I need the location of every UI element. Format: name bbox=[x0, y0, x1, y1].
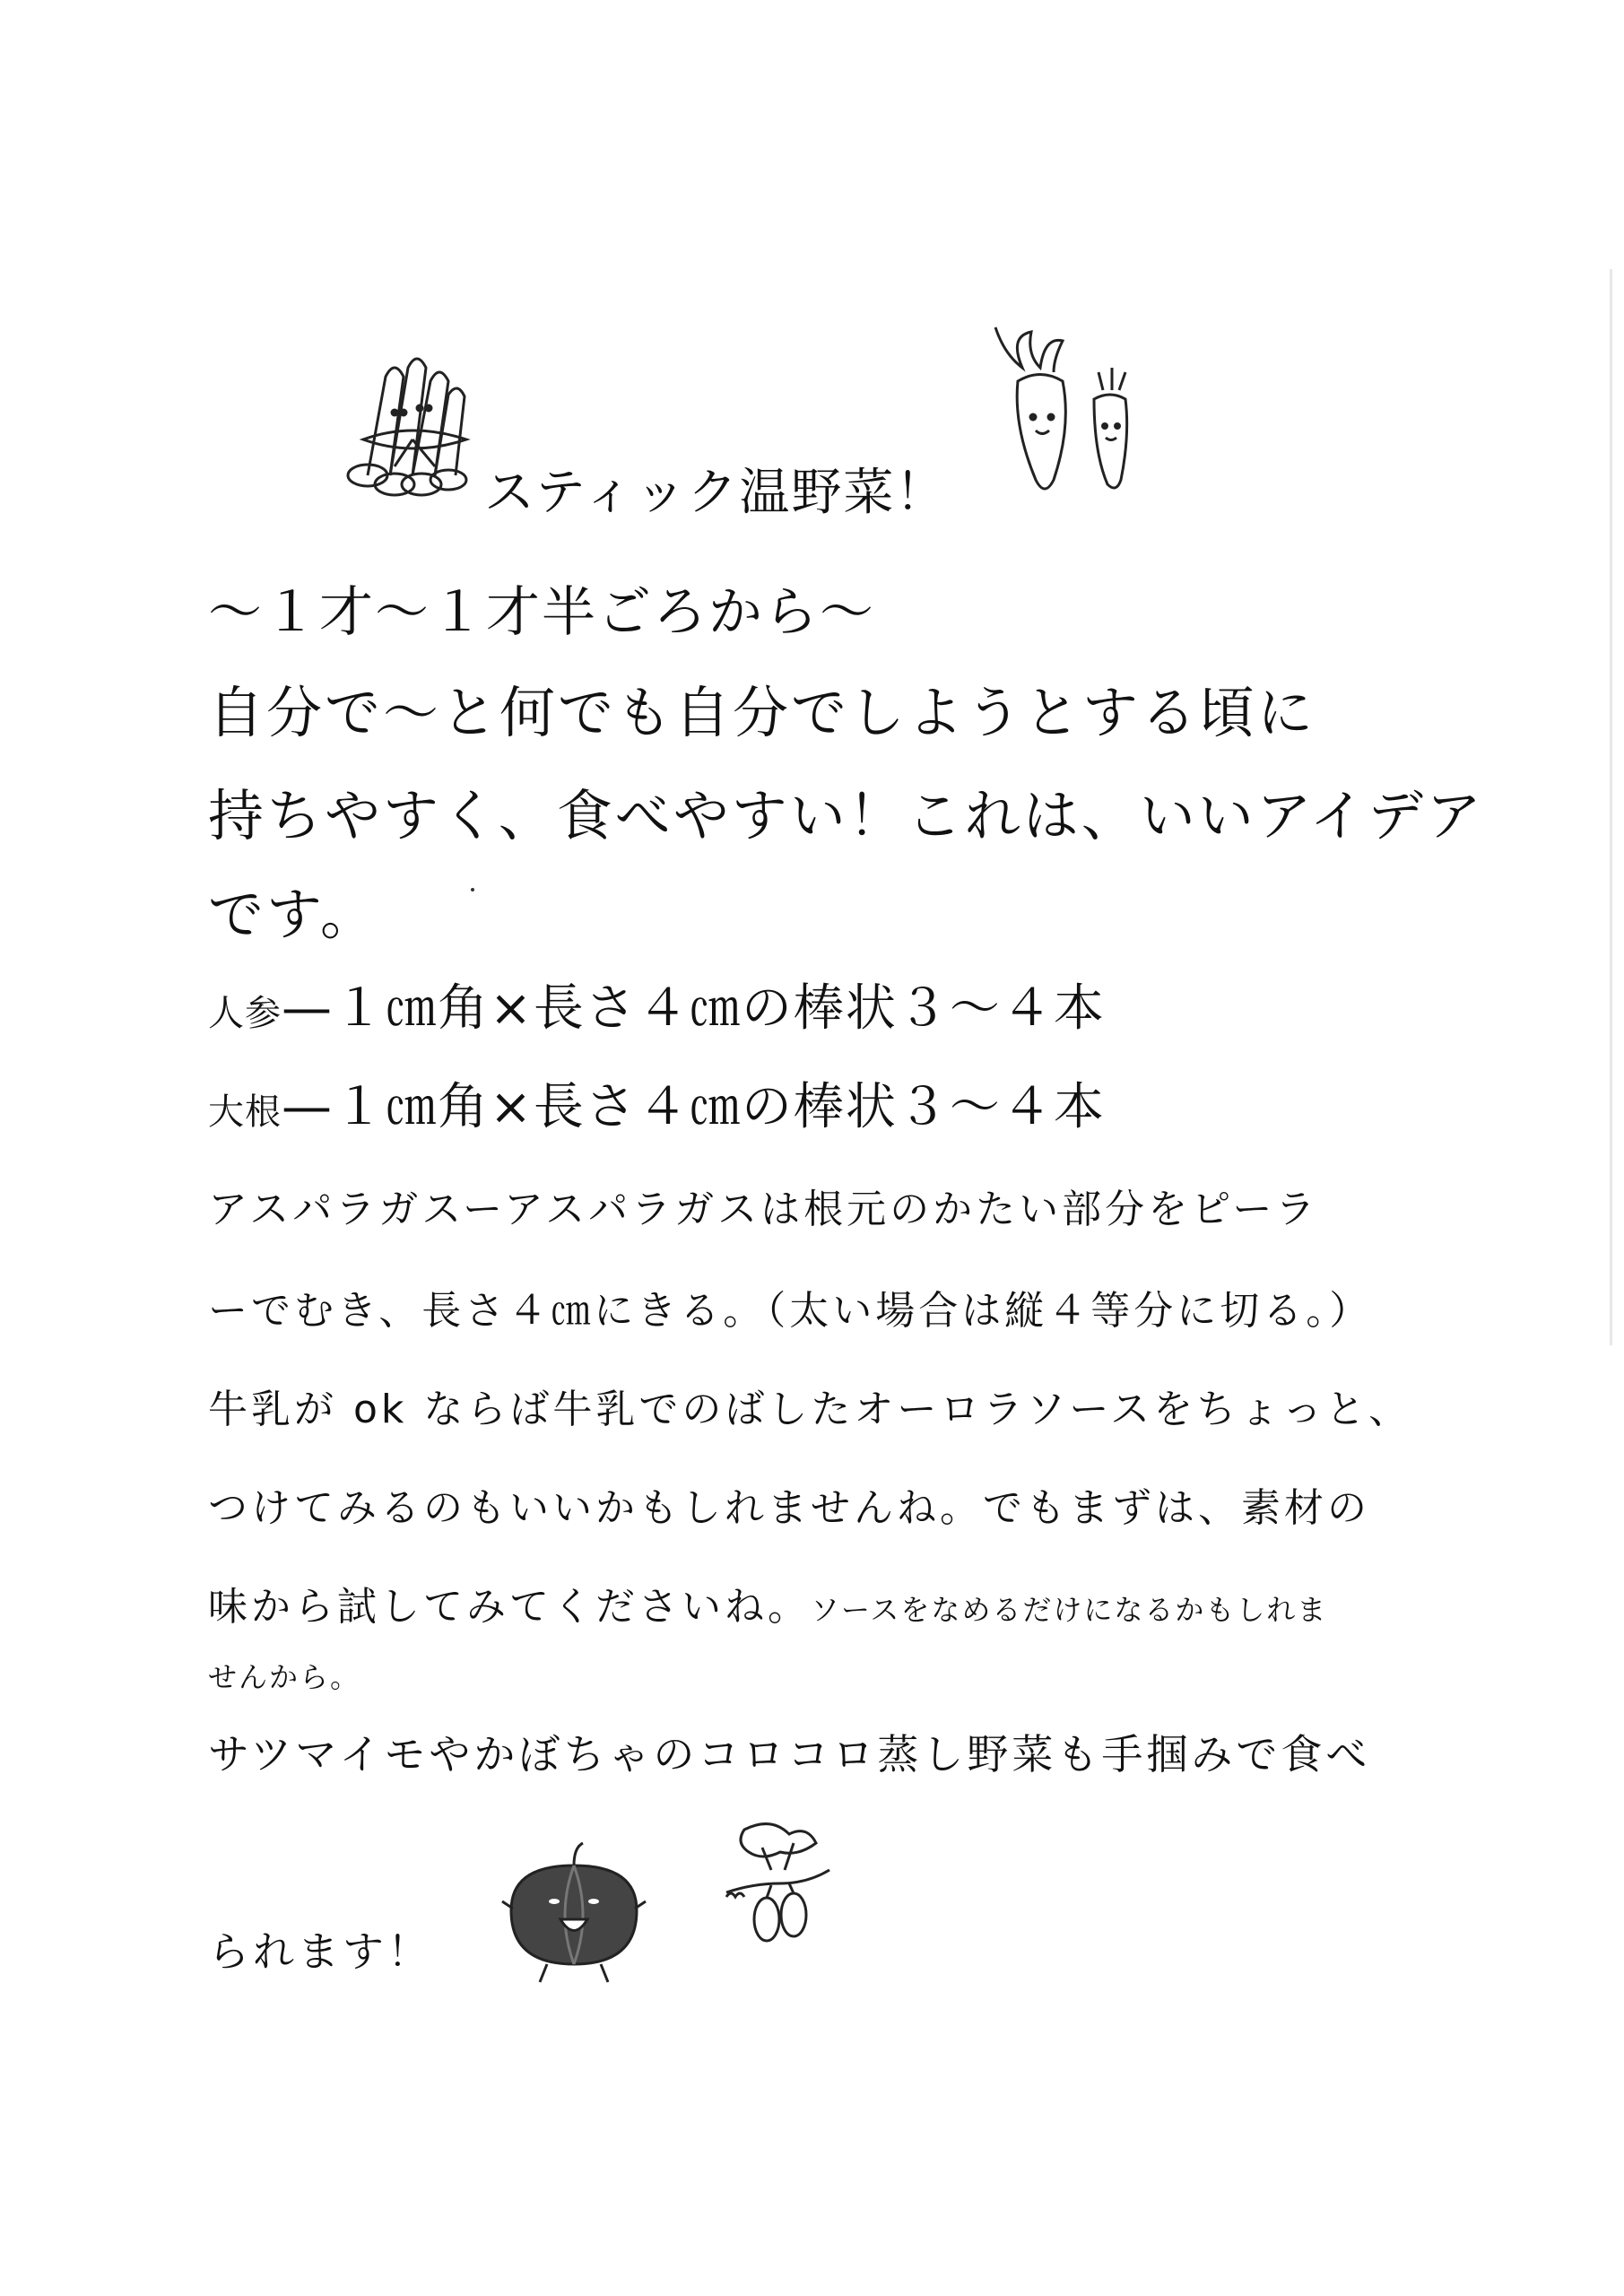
taste-main: 味から試してみてくださいね。 bbox=[208, 1584, 811, 1630]
sauce-line-2: つけてみるのもいいかもしれませんね。でもまずは、素材の bbox=[208, 1485, 1370, 1531]
carrot-label: 人参 bbox=[208, 993, 282, 1034]
pumpkin-illustration bbox=[484, 1830, 664, 1991]
daikon-carrot-illustration bbox=[968, 318, 1148, 516]
intro-line-1: 自分で～と何でも自分でしようとする頃に bbox=[208, 680, 1316, 745]
asparagus-line-1: アスパラガスーアスパラガスは根元のかたい部分をピーラ bbox=[208, 1187, 1319, 1232]
scan-edge-shadow bbox=[1610, 269, 1612, 1345]
taste-note-cont: せんから。 bbox=[208, 1660, 361, 1694]
asparagus-line-2: ーでむき、長さ４㎝にきる。（太い場合は縦４等分に切る。） bbox=[208, 1288, 1373, 1334]
closing-line-1: サツマイモやかぼちゃのコロコロ蒸し野菜も手掴みで食べ bbox=[208, 1730, 1371, 1779]
age-subtitle: ～１才～１才半ごろから～ bbox=[208, 581, 875, 644]
taste-line bbox=[208, 1574, 1327, 1631]
sauce-line-1: 牛乳が ok ならば牛乳でのばしたオーロラソースをちょっと、 bbox=[208, 1387, 1412, 1432]
page-title: スティック温野菜！ bbox=[484, 464, 948, 522]
daikon-label: 大根 bbox=[208, 1091, 282, 1133]
vine-fruit-illustration bbox=[717, 1812, 843, 1964]
daikon-detail: —１㎝角×長さ４㎝の棒状３～４本 bbox=[282, 1078, 1106, 1136]
scan-speck bbox=[471, 888, 474, 891]
asparagus-bundle-illustration bbox=[314, 341, 493, 502]
carrot-line bbox=[208, 969, 1106, 1040]
intro-line-2: 持ちやすく、食べやすい！これは、いいアイデア bbox=[208, 783, 1485, 848]
daikon-line bbox=[208, 1067, 1106, 1139]
closing-line-2: られます！ bbox=[208, 1927, 432, 1976]
taste-note: ソースをなめるだけになるかもしれま bbox=[811, 1593, 1328, 1627]
carrot-detail: —１㎝角×長さ４㎝の棒状３～４本 bbox=[282, 979, 1106, 1038]
intro-line-3: です。 bbox=[208, 882, 379, 947]
